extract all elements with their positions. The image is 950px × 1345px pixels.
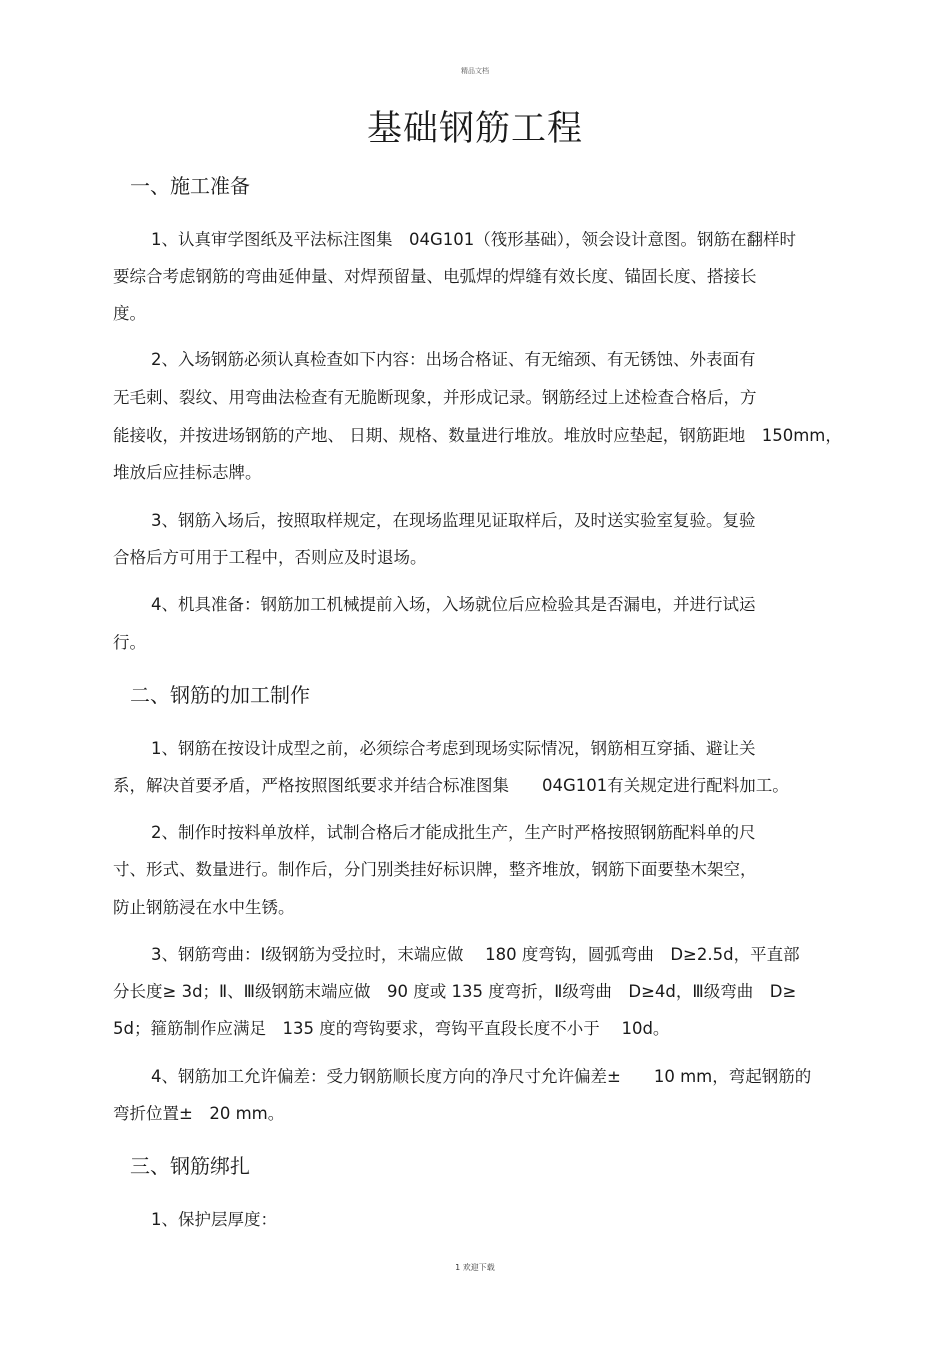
paragraph-line: 2、制作时按料单放样，试制合格后才能成批生产，生产时严格按照钢筋配料单的尺	[151, 823, 756, 842]
paragraph-line: 要综合考虑钢筋的弯曲延伸量、对焊预留量、电弧焊的焊缝有效长度、锚固长度、搭接长	[113, 267, 757, 286]
section-heading: 三、钢筋绑扎	[130, 1154, 250, 1178]
paragraph-line: 弯折位置± 20 mm。	[113, 1104, 285, 1123]
paragraph-line: 1、保护层厚度：	[151, 1210, 277, 1229]
paragraph-line: 1、认真审学图纸及平法标注图集 04G101（筏形基础），领会设计意图。钢筋在翻样时	[151, 230, 797, 249]
paragraph-line: 度。	[113, 304, 146, 323]
paragraph-line: 2、入场钢筋必须认真检查如下内容：出场合格证、有无缩颈、有无锈蚀、外表面有	[151, 350, 756, 369]
paragraph-line: 3、钢筋入场后，按照取样规定，在现场监理见证取样后，及时送实验室复验。复验	[151, 511, 756, 530]
page-header: 精品文档	[461, 67, 489, 75]
paragraph-line: 3、钢筋弯曲：Ⅰ级钢筋为受拉时，末端应做 180 度弯钩，圆弧弯曲 D≥2.5d，平直部	[151, 945, 800, 964]
paragraph-line: 分长度≥ 3d；Ⅱ、Ⅲ级钢筋末端应做 90 度或 135 度弯折，Ⅱ级弯曲 D≥4d，Ⅲ级弯曲 D≥	[113, 982, 797, 1001]
page-footer: 1 欢迎下载	[455, 1263, 495, 1272]
paragraph-line: 1、钢筋在按设计成型之前，必须综合考虑到现场实际情况，钢筋相互穿插、避让关	[151, 739, 756, 758]
paragraph-line: 防止钢筋浸在水中生锈。	[113, 898, 295, 917]
paragraph-line: 合格后方可用于工程中，否则应及时退场。	[113, 548, 427, 567]
paragraph-line: 无毛刺、裂纹、用弯曲法检查有无脆断现象，并形成记录。钢筋经过上述检查合格后，方	[113, 388, 757, 407]
section-heading: 一、施工准备	[130, 174, 250, 198]
paragraph-line: 行。	[113, 633, 146, 652]
paragraph-line: 4、钢筋加工允许偏差：受力钢筋顺长度方向的净尺寸允许偏差± 10 mm，弯起钢筋的	[151, 1067, 812, 1086]
paragraph-line: 5d；箍筋制作应满足 135 度的弯钩要求，弯钩平直段长度不小于 10d。	[113, 1019, 670, 1038]
paragraph-line: 寸、形式、数量进行。制作后，分门别类挂好标识牌，整齐堆放，钢筋下面要垫木架空，	[113, 860, 757, 879]
paragraph-line: 系，解决首要矛盾，严格按照图纸要求并结合标准图集 04G101有关规定进行配料加工。	[113, 776, 789, 795]
paragraph-line: 4、机具准备：钢筋加工机械提前入场，入场就位后应检验其是否漏电，并进行试运	[151, 595, 756, 614]
paragraph-line: 能接收，并按进场钢筋的产地、 日期、规格、数量进行堆放。堆放时应垫起，钢筋距地 150mm，	[113, 426, 842, 445]
page-title: 基础钢筋工程	[366, 109, 583, 149]
section-heading: 二、钢筋的加工制作	[130, 683, 310, 707]
paragraph-line: 堆放后应挂标志牌。	[113, 463, 262, 482]
